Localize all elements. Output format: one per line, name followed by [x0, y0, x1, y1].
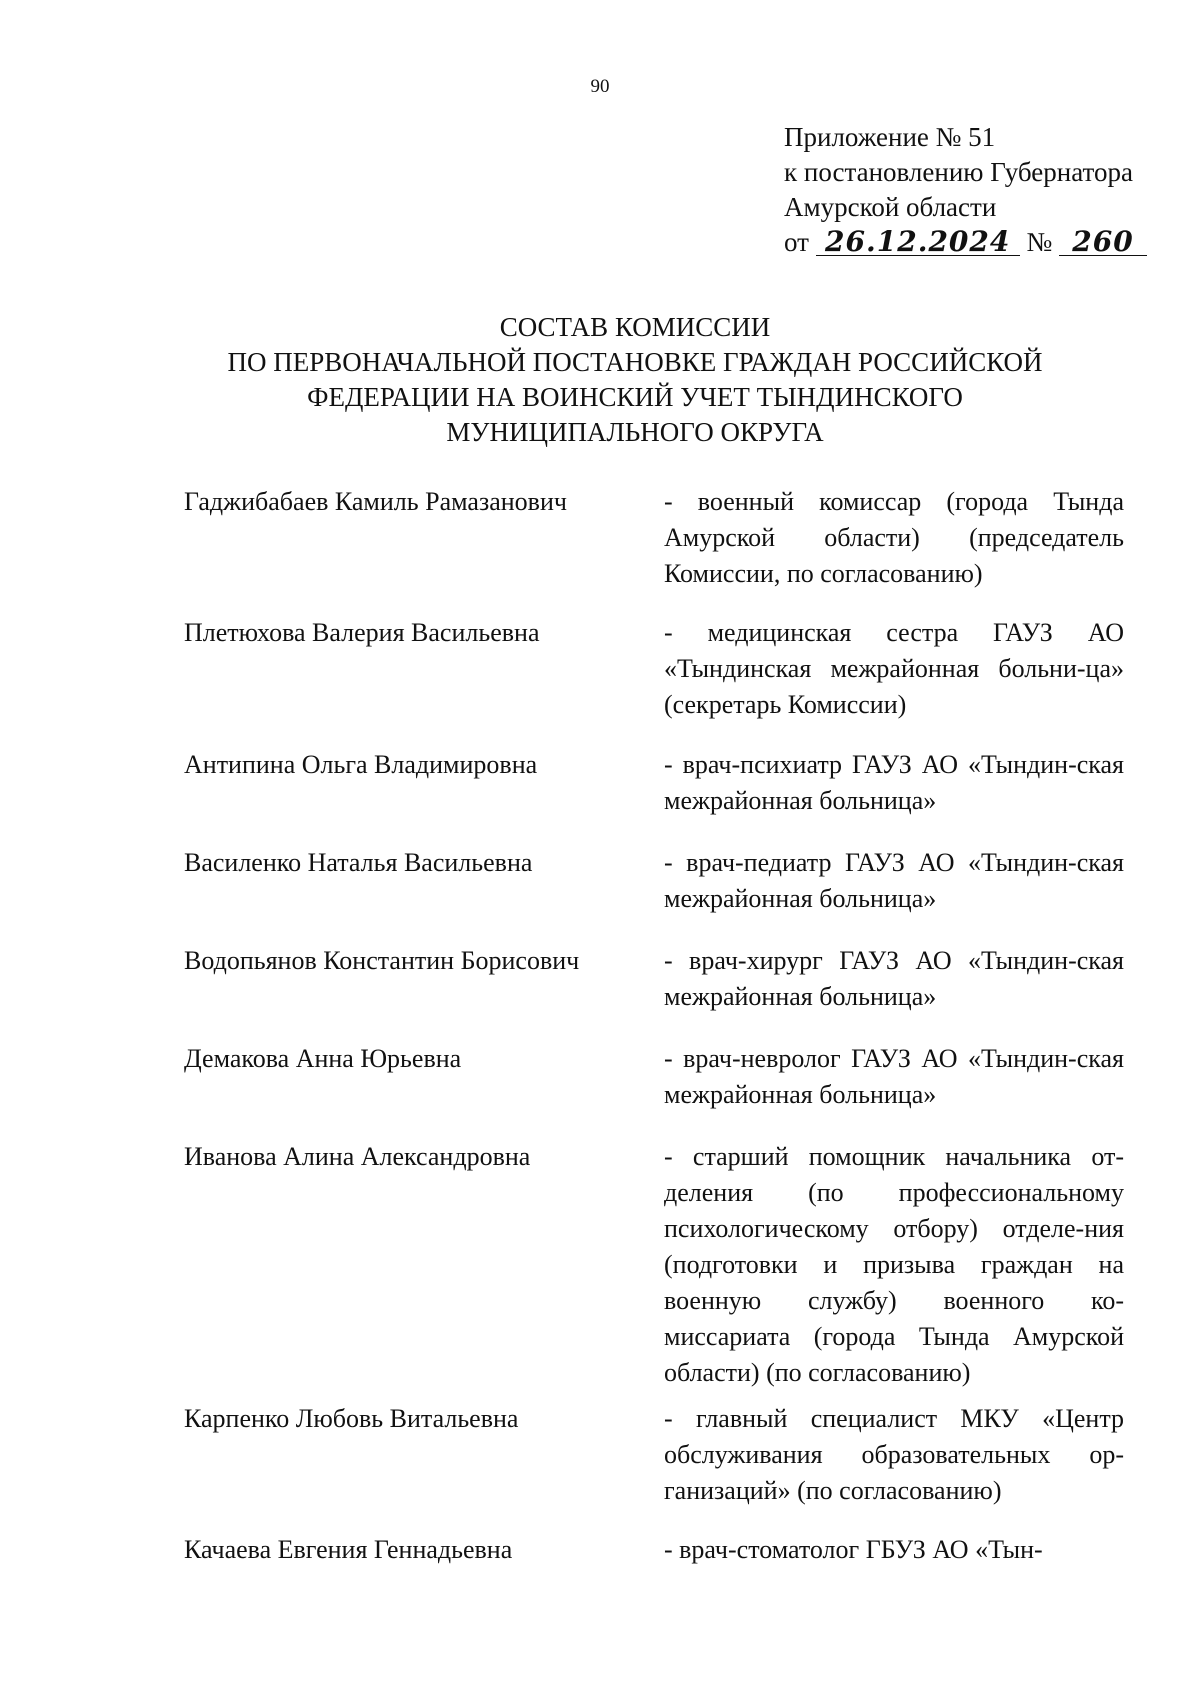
title-line-3: ФЕДЕРАЦИИ НА ВОИНСКИЙ УЧЕТ ТЫНДИНСКОГО: [307, 382, 963, 412]
member-name: Василенко Наталья Васильевна: [184, 848, 533, 877]
member-name: Плетюхова Валерия Васильевна: [184, 618, 540, 647]
appendix-date-line: [784, 225, 1184, 260]
member-role: - медицинская сестра ГАУЗ АО «Тындинская межрайонная больни-ца» (секретарь Комиссии): [664, 618, 1124, 719]
member-name: Водопьянов Константин Борисович: [184, 946, 580, 975]
appendix-header: [784, 120, 1184, 260]
member-name: Антипина Ольга Владимировна: [184, 750, 538, 779]
member-name: Карпенко Любовь Витальевна: [184, 1404, 519, 1433]
appendix-line-1: Приложение № 51: [784, 122, 996, 152]
title-line-2: ПО ПЕРВОНАЧАЛЬНОЙ ПОСТАНОВКЕ ГРАЖДАН РОССИЙСКОЙ: [227, 347, 1043, 377]
handwritten-date: 26.12.2024: [816, 229, 1020, 256]
appendix-line-3: Амурской области: [784, 192, 997, 222]
member-role: - старший помощник начальника от-деления (по профессиональному психологическому отбору) отделе-ния (подготовки и призыва граждан на военную службу) военного ко-миссариата (города Тында Амурской области) (по согласованию): [664, 1142, 1124, 1387]
date-prefix: от: [784, 227, 809, 257]
member-role: - военный комиссар (города Тында Амурской области) (председатель Комиссии, по согласованию): [664, 487, 1124, 588]
member-role: - врач-педиатр ГАУЗ АО «Тындин-ская межрайонная больница»: [664, 848, 1124, 913]
member-role: - главный специалист МКУ «Центр обслуживания образовательных ор-ганизаций» (по согласованию): [664, 1404, 1124, 1505]
member-role: - врач-психиатр ГАУЗ АО «Тындин-ская межрайонная больница»: [664, 750, 1124, 815]
handwritten-number: 260: [1059, 229, 1147, 256]
member-role: - врач-стоматолог ГБУЗ АО «Тын-: [664, 1535, 1043, 1564]
page-number: 90: [590, 76, 610, 97]
member-role: - врач-невролог ГАУЗ АО «Тындин-ская межрайонная больница»: [664, 1044, 1124, 1109]
document-title: [200, 310, 1070, 450]
number-prefix: №: [1026, 227, 1053, 257]
member-name: Гаджибабаев Камиль Рамазанович: [184, 487, 567, 516]
member-role: - врач-хирург ГАУЗ АО «Тындин-ская межрайонная больница»: [664, 946, 1124, 1011]
appendix-line-2: к постановлению Губернатора: [784, 157, 1133, 187]
title-line-1: СОСТАВ КОМИССИИ: [499, 312, 771, 342]
member-name: Демакова Анна Юрьевна: [184, 1044, 462, 1073]
member-name: Качаева Евгения Геннадьевна: [184, 1535, 513, 1564]
title-line-4: МУНИЦИПАЛЬНОГО ОКРУГА: [446, 417, 824, 447]
member-name: Иванова Алина Александровна: [184, 1142, 531, 1171]
